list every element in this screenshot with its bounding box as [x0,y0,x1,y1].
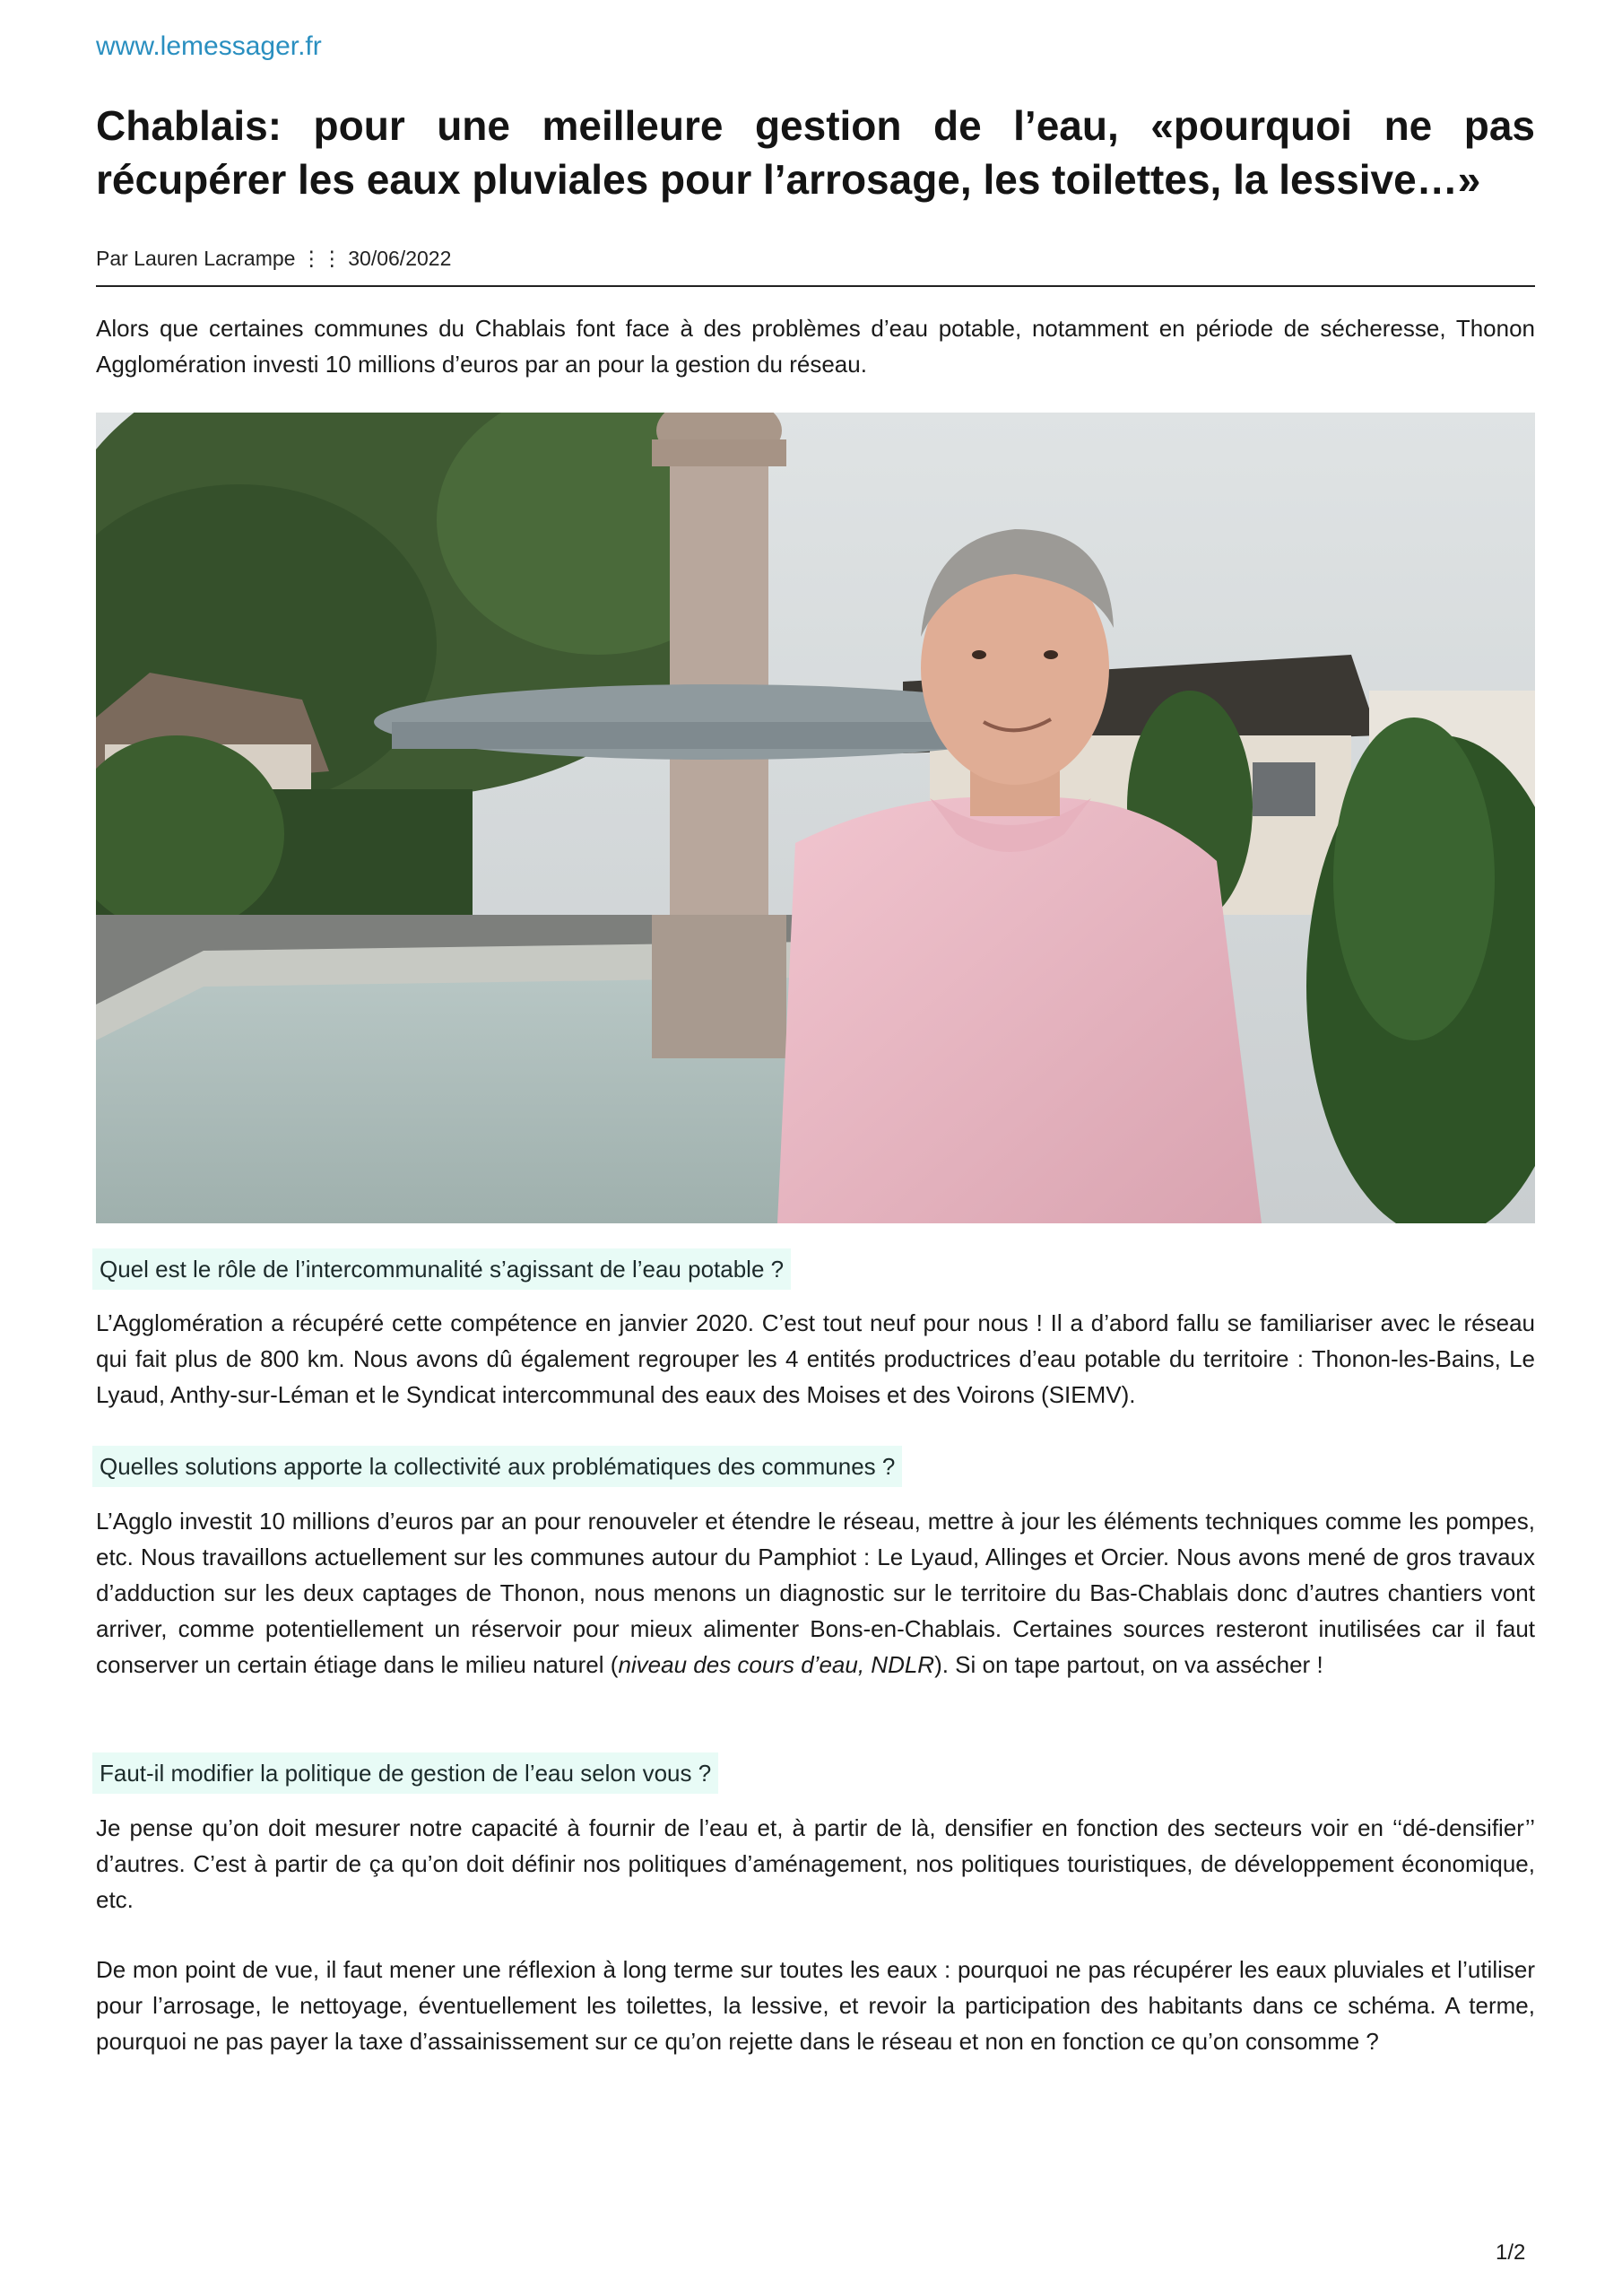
question-1: Quel est le rôle de l’intercommunalité s’agissant de l’eau potable ? [92,1248,791,1290]
photo-illustration [96,413,1535,1223]
answer-2-text-b: ). Si on tape partout, on va assécher ! [934,1651,1323,1678]
answer-4: De mon point de vue, il faut mener une réflexion à long terme sur toutes les eaux : pourquoi ne pas récupérer les eaux pluviales et l’utiliser pour l’arrosage, le nettoyage, éventuellement les toilettes, la lessive, et revoir la participation des habitants dans ce schéma. A terme, pourquoi ne pas payer la taxe d’assainissement sur ce qu’on rejette dans le réseau et non en fonction ce qu’on consomme ? [96,1956,1535,2055]
header-divider [96,285,1535,287]
answer-2-italic-note: niveau des cours d’eau, NDLR [618,1651,935,1678]
article-photo [96,413,1535,1223]
answer-1: L’Agglomération a récupéré cette compétence en janvier 2020. C’est tout neuf pour nous ! Il a d’abord fallu se familiariser avec le réseau qui fait plus de 800 km. Nous avons dû également regrouper les 4 entités productrices d’eau potable du territoire : Thonon-les-Bains, Le Lyaud, Anthy-sur-Léman et le Syndicat intercommunal des eaux des Moises et des Voirons (SIEMV). [96,1309,1535,1408]
article-intro: Alors que certaines communes du Chablais font face à des problèmes d’eau potable, notamment en période de sécheresse, Thonon Agglomération investi 10 millions d’euros par an pour la gestion du réseau. [96,315,1535,378]
answer-2 [96,1503,1535,1683]
question-3: Faut-il modifier la politique de gestion de l’eau selon vous ? [92,1752,718,1794]
page-number: 1/2 [1496,2240,1526,2265]
article-byline: Par Lauren Lacrampe ⋮⋮ 30/06/2022 [96,247,452,270]
answer-2-text-a: L’Agglo investit 10 millions d’euros par an pour renouveler et étendre le réseau, mettre à jour les éléments techniques comme les pompes, etc. Nous travaillons actuellement sur les communes autour du Pamphiot : Le Lyaud, Allinges et Orcier. Nous avons mené de gros travaux d’adduction sur les deux captages de Thonon, nous menons un diagnostic sur le territoire du Bas-Chablais donc d’autres chantiers vont arriver, comme potentiellement un réservoir pour mieux alimenter Bons-en-Chablais. Certaines sources resteront inutilisées car il faut conserver un certain étiage dans le milieu naturel ( [96,1508,1535,1678]
site-url-link[interactable]: www.lemessager.fr [96,31,322,61]
article-title: Chablais: pour une meilleure gestion de l’eau, «pourquoi ne pas récupérer les eaux pluviales pour l’arrosage, les toilettes, la lessive…» [96,102,1535,203]
answer-3: Je pense qu’on doit mesurer notre capacité à fournir de l’eau et, à partir de là, densifier en fonction des secteurs voir en ‘‘dé-densifier’’ d’autres. C’est à partir de ça qu’on doit définir nos politiques d’aménagement, nos politiques touristiques, de développement économique, etc. [96,1814,1535,1913]
question-2: Quelles solutions apporte la collectivité aux problématiques des communes ? [92,1446,902,1487]
